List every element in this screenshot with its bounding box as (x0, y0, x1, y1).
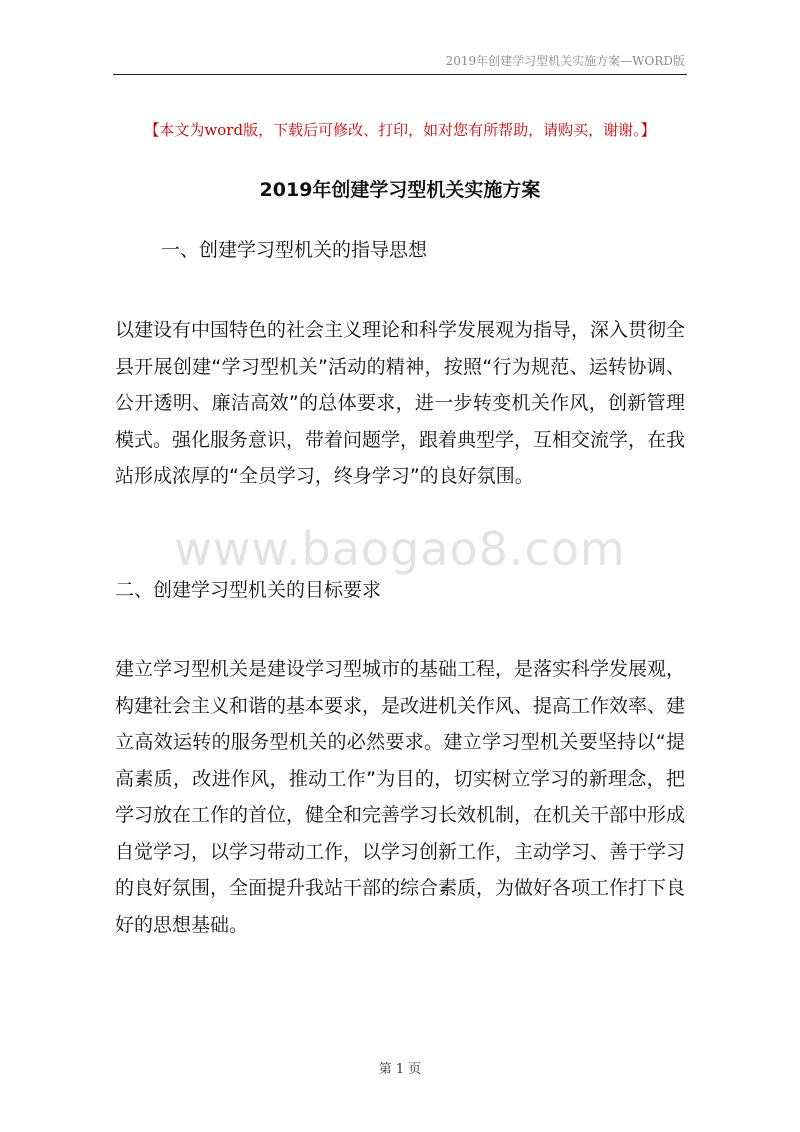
header-divider (113, 74, 687, 75)
section-body-target-requirements: 建立学习型机关是建设学习型城市的基础工程，是落实科学发展观，构建社会主义和谐的基本要求，是改进机关作风、提高工作效率、建立高效运转的服务型机关的必然要求。建立学习型机关要坚持以“提高素质，改进作风，推动工作”为目的，切实树立学习的新理念，把学习放在工作的首位，健全和完善学习长效机制，在机关干部中形成自觉学习，以学习带动工作，以学习创新工作，主动学习、善于学习的良好氛围，全面提升我站干部的综合素质，为做好各项工作打下良好的思想基础。 (115, 658, 686, 936)
section-heading-guiding-ideology: 一、创建学习型机关的指导思想 (161, 239, 428, 261)
page-number: 第 1 页 (378, 1062, 422, 1077)
section-heading-target-requirements: 二、创建学习型机关的目标要求 (115, 579, 382, 601)
download-notice: 【本文为word版，下载后可修改、打印，如对您有所帮助，请购买，谢谢。】 (144, 121, 656, 139)
document-title: 2019年创建学习型机关实施方案 (259, 179, 541, 201)
running-header: 2019年创建学习型机关实施方案—WORD版 (445, 54, 685, 68)
section-body-guiding-ideology: 以建设有中国特色的社会主义理论和科学发展观为指导，深入贯彻全县开展创建“学习型机关”活动的精神，按照“行为规范、运转协调、公开透明、廉洁高效”的总体要求，进一步转变机关作风，创新管理模式。强化服务意识，带着问题学，跟着典型学，互相交流学，在我站形成浓厚的“全员学习，终身学习”的良好氛围。 (115, 319, 686, 487)
watermark: www.baogao8.com (174, 522, 626, 576)
